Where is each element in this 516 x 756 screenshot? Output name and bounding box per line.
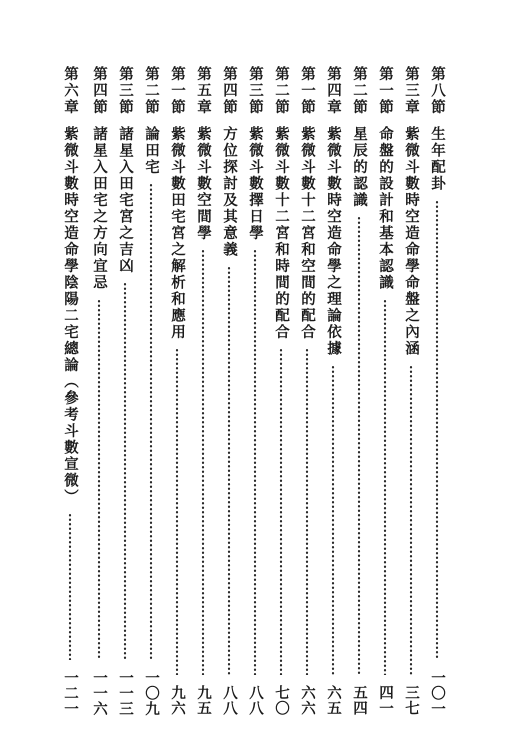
dot-leader [139,183,163,660]
dot-leader [321,365,345,676]
dot-leader [58,513,82,660]
dot-leader [373,299,397,676]
toc-page-number: 八八 [221,685,238,716]
toc-entry-title: 諸星入田宅宮之吉凶 [117,125,134,274]
dot-leader [217,266,241,676]
toc-entry-title: 論田宅 [143,125,160,175]
toc-section-label: 第四節 [221,66,238,116]
toc-entry-title: 紫微斗數十二宮和空間的配合 [299,125,316,340]
toc-page-number: 一二一 [62,669,79,716]
toc-section-label: 第三節 [117,66,134,116]
toc-chapter-label: 第三章 [403,66,420,116]
toc-entry-title: 紫微斗數十二宮和時間的配合 [273,125,290,340]
toc-entry-title: 方位探討及其意義 [221,125,238,258]
toc-entry[interactable] [139,66,163,716]
toc-entry-title: 紫微斗數時空造命學陰陽二宅總論（參考斗數宣微） [62,125,79,505]
toc-entry-title: 紫微斗數田宅宮之解析和應用 [169,125,186,340]
toc-entry[interactable] [269,66,293,716]
toc-page-number: 三七 [403,685,420,716]
toc-page-number: 六六 [299,685,316,716]
toc-entry-title: 生年配卦 [429,125,446,192]
toc-entry-title: 紫微斗數時空造命學之理論依據 [325,125,342,357]
toc-page-number: 七〇 [273,685,290,716]
toc-section-label: 第二節 [351,66,368,116]
dot-leader [113,282,137,660]
toc-entry[interactable] [295,66,319,716]
toc-entry[interactable] [113,66,137,716]
toc-page-number: 一〇九 [143,669,160,716]
toc-page-number: 八八 [247,685,264,716]
toc-entry[interactable] [58,66,82,716]
toc-entry[interactable] [165,66,189,716]
toc-section-label: 第二節 [143,66,160,116]
toc-page-number: 六五 [325,685,342,716]
toc-entry-title: 星辰的認識 [351,125,368,208]
toc-chapter-label: 第四章 [325,66,342,116]
toc-entry[interactable] [217,66,241,716]
toc-entry[interactable] [373,66,397,716]
toc-section-label: 第四節 [91,66,108,116]
dot-leader [399,365,423,676]
toc-page-number: 九五 [195,685,212,716]
toc-entry-title: 命盤的設計和基本認識 [377,125,394,291]
toc-page-number: 一一三 [117,669,134,716]
toc-page-number: 五四 [351,685,368,716]
toc-page-number: 九六 [169,685,186,716]
toc-section-label: 第三節 [247,66,264,116]
toc-chapter-label: 第五章 [195,66,212,116]
toc-chapter-label: 第六章 [62,66,79,116]
toc-section-label: 第一節 [377,66,394,116]
toc-entry[interactable] [243,66,267,716]
toc-section-label: 第二節 [273,66,290,116]
dot-leader [87,299,111,660]
toc-section-label: 第一節 [299,66,316,116]
dot-leader [269,348,293,675]
toc-entry-title: 紫微斗數擇日學 [247,125,264,241]
dot-leader [425,200,449,660]
toc-section-label: 第一節 [169,66,186,116]
toc-page-number: 一一六 [91,669,108,716]
toc-entry[interactable] [321,66,345,716]
toc-page-number: 四一 [377,685,394,716]
dot-leader [347,216,371,675]
toc-entry-title: 諸星入田宅之方向宜忌 [91,125,108,291]
toc-entry[interactable] [87,66,111,716]
toc-entry[interactable] [191,66,215,716]
toc-section-label: 第八節 [429,66,446,116]
dot-leader [191,249,215,675]
toc-entry[interactable] [399,66,423,716]
dot-leader [295,348,319,675]
toc-entry[interactable] [347,66,371,716]
toc-entry-title: 紫微斗數空間學 [195,125,212,241]
toc-entry[interactable] [425,66,449,716]
dot-leader [243,249,267,675]
toc-page-number: 一〇一 [429,669,446,716]
dot-leader [165,348,189,675]
toc-entry-title: 紫微斗數時空造命學命盤之內涵 [403,125,420,357]
